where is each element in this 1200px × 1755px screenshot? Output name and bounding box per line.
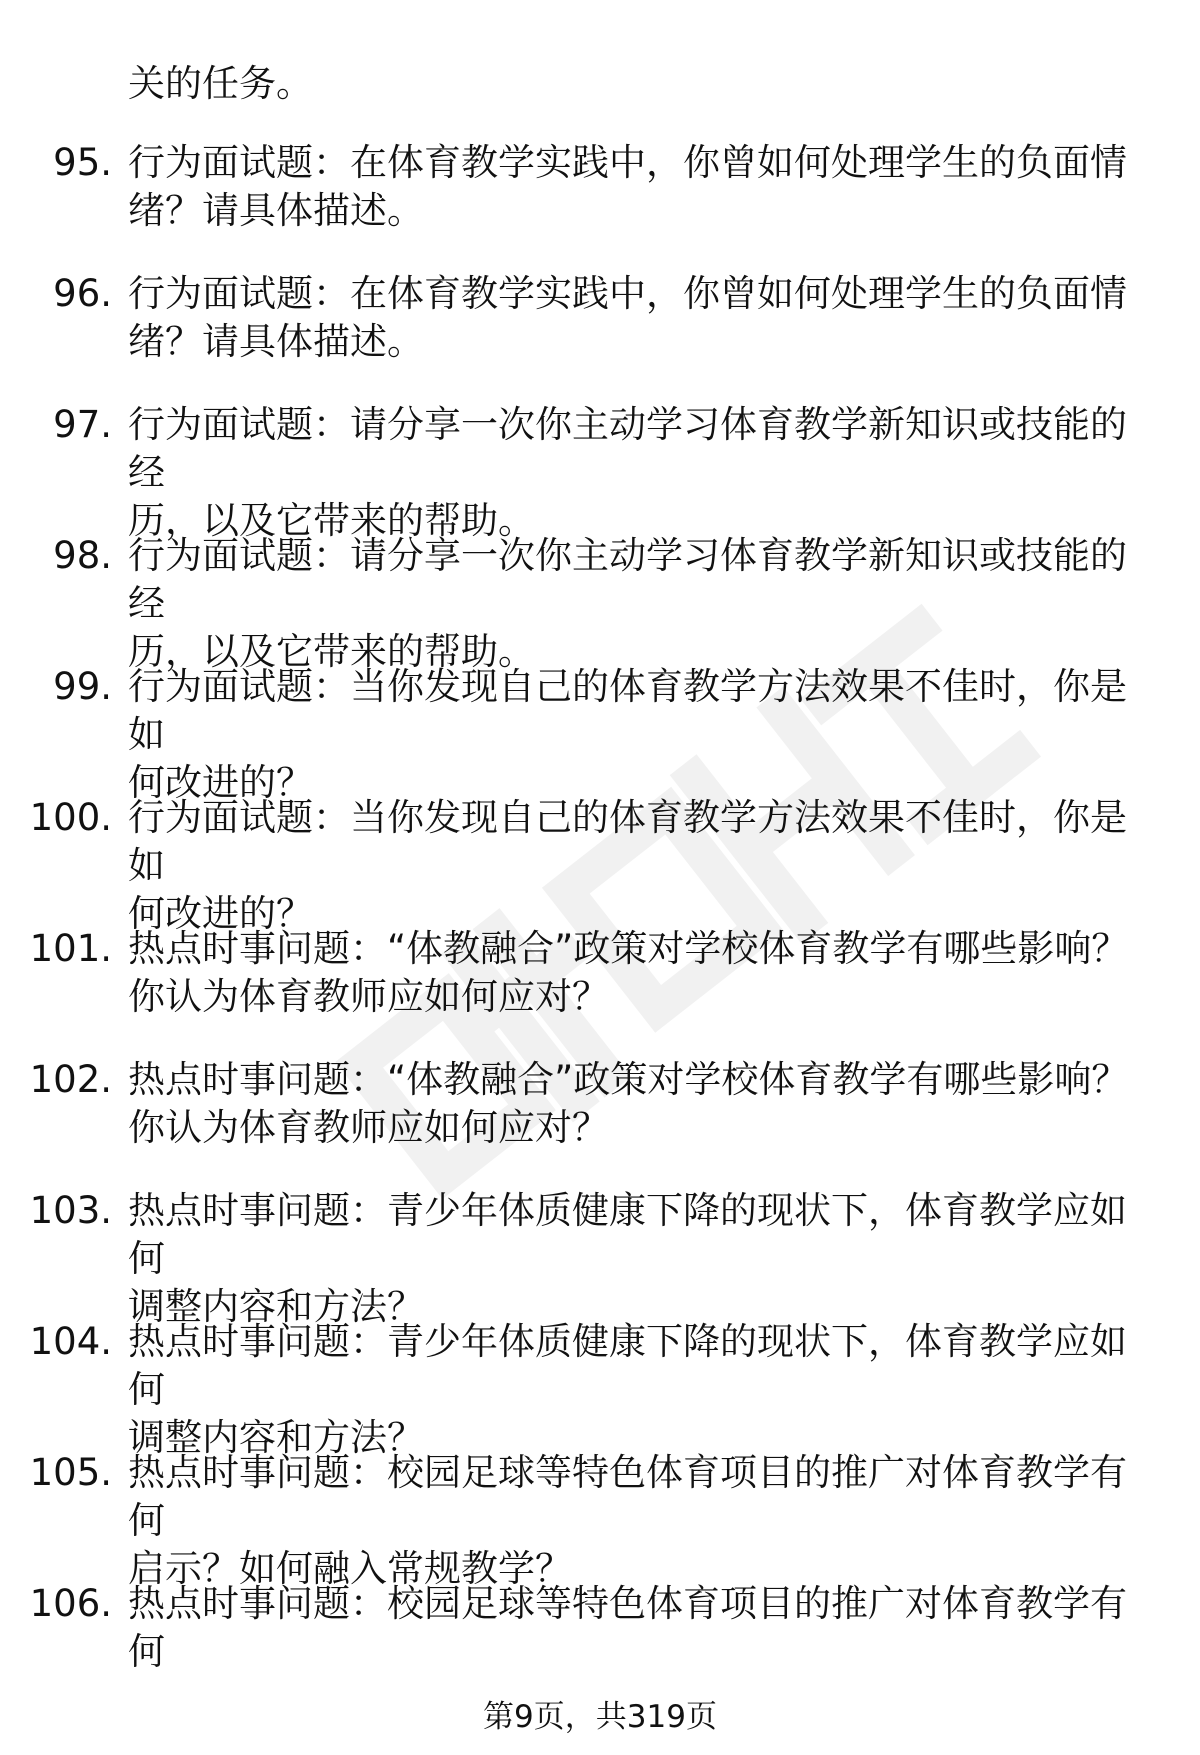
question-text	[128, 794, 1148, 938]
question-text	[128, 925, 1148, 1021]
question-text	[128, 1056, 1148, 1152]
question-text	[128, 663, 1148, 807]
page-number-footer: 第9页，共319页	[483, 1699, 717, 1735]
question-line: 启示？如何融入常规教学？	[128, 1547, 572, 1590]
question-text	[128, 532, 1148, 676]
question-line: 你认为体育教师应如何应对？	[128, 975, 609, 1018]
question-text	[128, 270, 1148, 366]
question-number: 102.	[29, 1058, 112, 1101]
question-line: 行为面试题：请分享一次你主动学习体育教学新知识或技能的经	[128, 403, 1127, 494]
question-number: 101.	[29, 927, 112, 970]
list-item	[0, 139, 1200, 270]
list-item	[0, 401, 1200, 542]
question-number: 103.	[29, 1189, 112, 1232]
question-line: 热点时事问题：青少年体质健康下降的现状下，体育教学应如何	[128, 1189, 1127, 1280]
question-number: 99.	[53, 665, 112, 708]
question-text	[128, 401, 1148, 545]
question-line: 行为面试题：当你发现自己的体育教学方法效果不佳时，你是如	[128, 796, 1127, 887]
continued-text: 关的任务。	[128, 62, 313, 105]
question-line: 何改进的？	[128, 892, 313, 935]
question-number: 105.	[29, 1451, 112, 1494]
list-item	[0, 1318, 1200, 1459]
question-line: 你认为体育教师应如何应对？	[128, 1106, 609, 1149]
list-item	[0, 925, 1200, 1056]
question-line: 行为面试题：请分享一次你主动学习体育教学新知识或技能的经	[128, 534, 1127, 625]
question-text	[128, 139, 1148, 235]
question-text	[128, 1187, 1148, 1331]
question-text	[128, 1449, 1148, 1593]
question-line: 行为面试题：当你发现自己的体育教学方法效果不佳时，你是如	[128, 665, 1127, 756]
question-line: 热点时事问题：青少年体质健康下降的现状下，体育教学应如何	[128, 1320, 1127, 1411]
question-line: 调整内容和方法？	[128, 1285, 424, 1328]
question-number: 98.	[53, 534, 112, 577]
question-line: 热点时事问题：校园足球等特色体育项目的推广对体育教学有何	[128, 1582, 1127, 1673]
question-text	[128, 1580, 1148, 1676]
list-item	[0, 1187, 1200, 1328]
question-line: 历，以及它带来的帮助。	[128, 630, 535, 673]
question-text	[128, 1318, 1148, 1462]
question-line: 绪？请具体描述。	[128, 189, 424, 232]
question-line: 热点时事问题：校园足球等特色体育项目的推广对体育教学有何	[128, 1451, 1127, 1542]
question-line: 热点时事问题：“体教融合”政策对学校体育教学有哪些影响？	[128, 927, 1129, 970]
question-number: 95.	[53, 141, 112, 184]
question-number: 104.	[29, 1320, 112, 1363]
question-line: 何改进的？	[128, 761, 313, 804]
question-line: 行为面试题：在体育教学实践中，你曾如何处理学生的负面情	[128, 272, 1127, 315]
question-number: 106.	[29, 1582, 112, 1625]
question-number: 100.	[29, 796, 112, 839]
question-line: 历，以及它带来的帮助。	[128, 499, 535, 542]
list-item	[0, 794, 1200, 935]
question-line: 行为面试题：在体育教学实践中，你曾如何处理学生的负面情	[128, 141, 1127, 184]
list-item	[0, 532, 1200, 673]
list-item	[0, 1580, 1200, 1711]
question-number: 97.	[53, 403, 112, 446]
question-number: 96.	[53, 272, 112, 315]
question-list	[0, 139, 1200, 1711]
list-item	[0, 1056, 1200, 1187]
list-item	[0, 270, 1200, 401]
list-item	[0, 1449, 1200, 1590]
question-line: 绪？请具体描述。	[128, 320, 424, 363]
question-line: 热点时事问题：“体教融合”政策对学校体育教学有哪些影响？	[128, 1058, 1129, 1101]
list-item	[0, 663, 1200, 804]
question-line: 调整内容和方法？	[128, 1416, 424, 1459]
